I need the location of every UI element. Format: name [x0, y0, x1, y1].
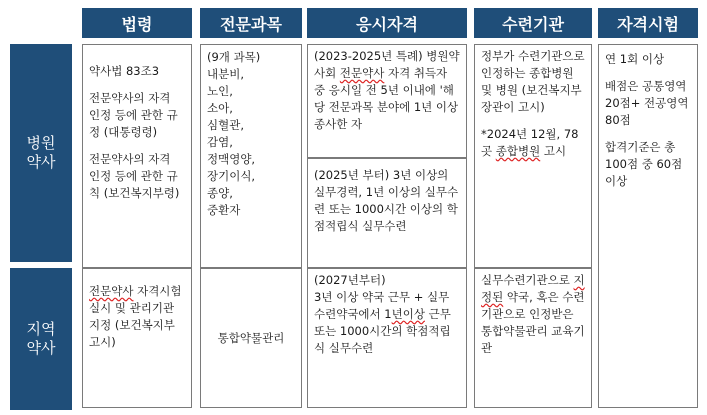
- law-item: 전문약사의 자격 인정 등에 관한 규칙 (보건복지부령): [89, 152, 180, 200]
- exam-cell: [598, 44, 698, 408]
- community-qual-text: (2027년부터) 3년 이상 약국 근무 + 실무수련약국에서 1년이상 근무 또는 1000시간의 학점적립식 실무수련: [314, 273, 451, 355]
- community-law-text: 전문약사 자격시험 실시 및 관리기관 지정 (보건복지부 고시): [89, 284, 182, 349]
- hospital-inst-cell: [474, 44, 592, 268]
- subject-item: 내분비,: [207, 67, 244, 81]
- header-institution: 수련기관: [474, 8, 592, 38]
- hospital-qual-cell-b: [307, 158, 467, 268]
- inst-note: *2024년 12월, 78곳 종합병원 고시: [481, 127, 579, 158]
- subject-item: 장기이식,: [207, 169, 256, 183]
- community-qual-cell: [307, 268, 467, 408]
- subject-item: 중환자: [207, 203, 241, 217]
- header-subject: 전문과목: [200, 8, 302, 38]
- subject-item: 정맥영양,: [207, 152, 256, 166]
- qual-b-text: (2025년 부터) 3년 이상의 실무경력, 1년 이상의 실무수련 또는 1000시간 이상의 학점적립식 실무수련: [314, 168, 459, 233]
- inst-text: 정부가 수련기관으로 인정하는 종합병원 및 병원 (보건복지부장관이 고시): [481, 49, 585, 114]
- row-label-hospital: 병원 약사: [10, 44, 72, 262]
- community-law-cell: [82, 268, 192, 408]
- community-inst-cell: [474, 268, 592, 408]
- header-qualification: 응시자격: [307, 8, 467, 38]
- hospital-subjects-cell: [200, 44, 302, 268]
- subject-item: 종양,: [207, 186, 233, 200]
- qual-a-text: (2023-2025년 특례) 병원약사회 전문약사 자격 취득자 중 응시일 전 5년 이내에 '해당 전문과목 분야에 1년 이상 종사한 자: [314, 49, 460, 131]
- hospital-qual-cell-a: [307, 44, 467, 158]
- exam-item: 연 1회 이상: [605, 52, 665, 66]
- header-exam: 자격시험: [598, 8, 698, 38]
- exam-item: 배점은 공통영역 20점+ 전공영역 80점: [605, 79, 689, 127]
- header-law: 법령: [82, 8, 192, 38]
- subject-item: 감염,: [207, 135, 233, 149]
- community-inst-text: 실무수련기관으로 지정된 약국, 혹은 수련기관으로 인정받은 통합약물관리 교육기관: [481, 273, 585, 355]
- law-item: 전문약사의 자격 인정 등에 관한 규정 (대통령령): [89, 91, 178, 139]
- subject-item: 소아,: [207, 101, 233, 115]
- community-subject: 통합약물관리: [217, 330, 285, 345]
- subject-item: (9개 과목): [207, 50, 261, 64]
- row-label-community: 지역 약사: [10, 268, 72, 410]
- hospital-law-cell: [82, 44, 192, 268]
- subject-item: 노인,: [207, 84, 233, 98]
- subject-item: 심혈관,: [207, 118, 244, 132]
- exam-item: 합격기준은 총100점 중 60점 이상: [605, 140, 683, 188]
- community-subject-cell: [200, 268, 302, 408]
- law-item: 약사법 83조3: [89, 64, 160, 78]
